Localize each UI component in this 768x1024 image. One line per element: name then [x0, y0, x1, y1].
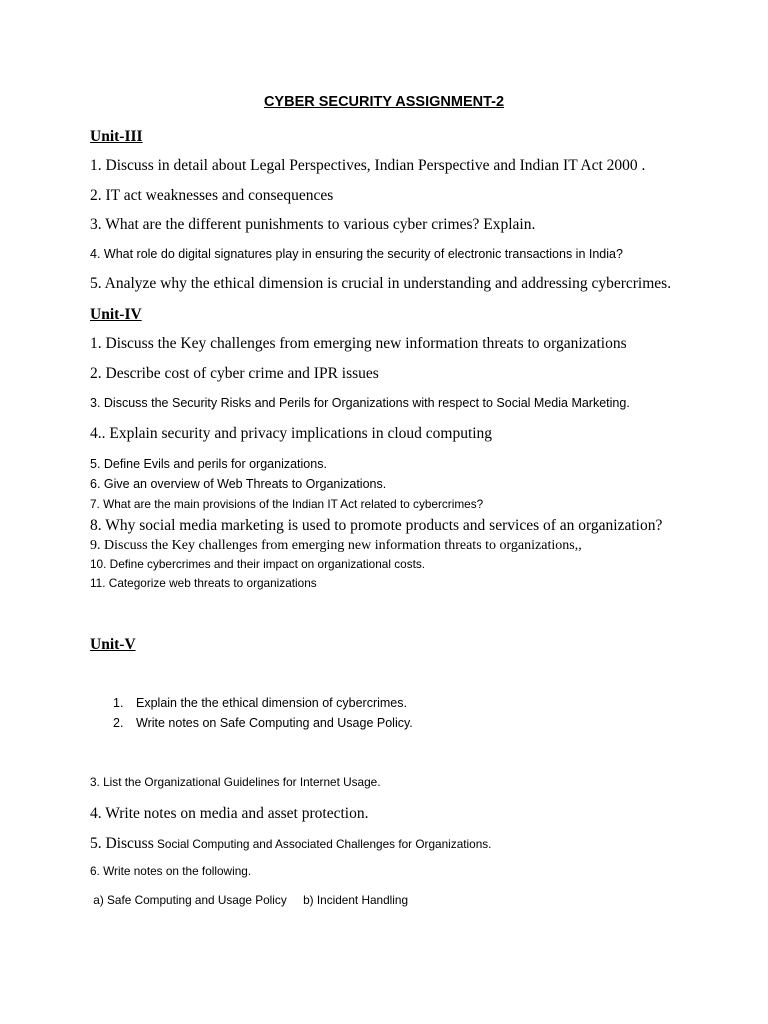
question-prefix: 5. Discuss: [90, 835, 154, 852]
question-text: Social Computing and Associated Challenges for Organizations.: [153, 837, 492, 851]
unit-4-question-5: 5. Define Evils and perils for organizations.: [90, 457, 327, 471]
unit-3-question-3: 3. What are the different punishments to various cyber crimes? Explain.: [90, 216, 536, 233]
list-text: Write notes on Safe Computing and Usage Policy.: [136, 716, 413, 730]
unit-3-question-1: 1. Discuss in detail about Legal Perspectives, Indian Perspective and Indian IT Act 2000 .: [90, 157, 646, 174]
unit-4-heading: Unit-IV: [90, 306, 142, 323]
unit-5-heading: Unit-V: [90, 636, 136, 653]
unit-5-list-item-2: [113, 717, 413, 730]
list-number: 1.: [113, 696, 124, 710]
unit-5-question-4: 4. Write notes on media and asset protection.: [90, 805, 369, 822]
list-text: Explain the the ethical dimension of cybercrimes.: [136, 696, 407, 710]
unit-3-question-4: 4. What role do digital signatures play in ensuring the security of electronic transactions in India?: [90, 247, 623, 261]
unit-4-question-9: 9. Discuss the Key challenges from emerging new information threats to organizations,,: [90, 538, 582, 553]
unit-4-question-1: 1. Discuss the Key challenges from emerging new information threats to organizations: [90, 335, 627, 352]
unit-3-heading: Unit-III: [90, 128, 143, 145]
unit-4-question-2: 2. Describe cost of cyber crime and IPR issues: [90, 365, 379, 382]
unit-4-question-11: 11. Categorize web threats to organizations: [90, 576, 317, 590]
unit-5-question-5: [90, 836, 491, 852]
document-title: CYBER SECURITY ASSIGNMENT-2: [263, 94, 505, 110]
unit-4-question-4: 4.. Explain security and privacy implications in cloud computing: [90, 425, 493, 442]
unit-3-question-5: 5. Analyze why the ethical dimension is crucial in understanding and addressing cybercrimes.: [90, 275, 672, 292]
unit-4-question-6: 6. Give an overview of Web Threats to Organizations.: [90, 477, 387, 491]
unit-5-list-item-1: [113, 697, 407, 710]
unit-4-question-7: 7. What are the main provisions of the Indian IT Act related to cybercrimes?: [90, 497, 484, 511]
unit-3-question-2: 2. IT act weaknesses and consequences: [90, 187, 334, 204]
unit-5-question-6: 6. Write notes on the following.: [90, 864, 252, 878]
unit-5-subitems: a) Safe Computing and Usage Policy b) Incident Handling: [90, 893, 409, 907]
unit-4-question-10: 10. Define cybercrimes and their impact on organizational costs.: [90, 557, 426, 571]
unit-4-question-8: 8. Why social media marketing is used to promote products and services of an organization?: [90, 517, 663, 534]
list-number: 2.: [113, 716, 124, 730]
unit-5-question-3: 3. List the Organizational Guidelines for Internet Usage.: [90, 775, 381, 789]
unit-4-question-3: 3. Discuss the Security Risks and Perils for Organizations with respect to Social Media Marketing.: [90, 396, 630, 410]
